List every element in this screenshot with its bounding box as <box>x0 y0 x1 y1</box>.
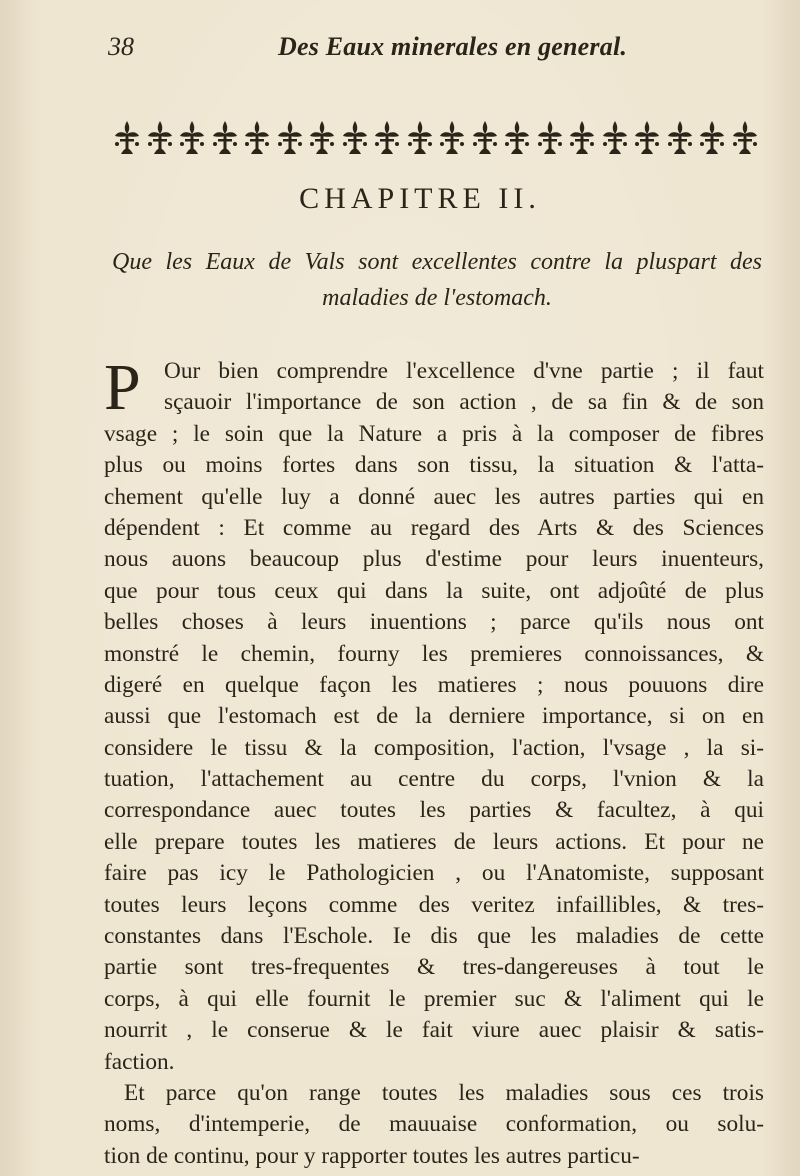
chapter-heading: CHAPITRE II. <box>299 182 541 215</box>
fleur-ornament-icon <box>502 119 532 160</box>
body-text <box>104 351 764 1172</box>
text-line: constantes dans l'Eschole. Ie dis que les maladies de cette <box>104 923 764 950</box>
fleur-ornament-icon <box>242 119 272 160</box>
fleur-ornament-icon <box>112 119 142 160</box>
fleur-ornament-icon <box>632 119 662 160</box>
chapter-title-line-2: maladies de l'estomach. <box>322 285 552 311</box>
text-line: toutes leurs leçons comme des veritez infaillibles, & tres- <box>104 891 764 918</box>
fleur-ornament-icon <box>730 119 760 160</box>
fleur-ornament-icon <box>697 119 727 160</box>
text-line: vsage ; le soin que la Nature a pris à la composer de fibres <box>104 420 764 447</box>
text-line: sçauoir l'importance de son action , de sa fin & de son <box>164 389 764 416</box>
text-line: correspondance auec toutes les parties & facultez, à qui <box>104 797 764 824</box>
running-head <box>108 32 728 68</box>
text-line: que pour tous ceux qui dans la suite, ont adjoûté de plus <box>104 577 764 604</box>
fleur-ornament-icon <box>437 119 467 160</box>
text-line: nous auons beaucoup plus d'estime pour leurs inuenteurs, <box>104 546 764 573</box>
text-line: plus ou moins fortes dans son tissu, la situation & l'atta- <box>104 452 764 479</box>
fleur-ornament-icon <box>177 119 207 160</box>
fleur-ornament-icon <box>600 119 630 160</box>
fleur-ornament-icon <box>340 119 370 160</box>
text-line: chement qu'elle luy a donné auec les autres parties qui en <box>104 483 764 510</box>
chapter-title <box>112 244 762 316</box>
text-line: noms, d'intemperie, de mauuaise conformation, ou solu- <box>104 1111 764 1138</box>
text-line: belles choses à leurs inuentions ; parce qu'ils nous ont <box>104 609 764 636</box>
text-line: monstré le chemin, fourny les premieres connoissances, & <box>104 640 764 667</box>
text-line: aussi que l'estomach est de la derniere importance, si on en <box>104 703 764 730</box>
text-line: Our bien comprendre l'excellence d'vne partie ; il faut <box>164 358 764 384</box>
text-line: nourrit , le conserue & le fait viure auec plaisir & satis- <box>104 1017 764 1044</box>
text-line: dépendent : Et comme au regard des Arts & des Sciences <box>104 514 764 541</box>
fleur-ornament-icon <box>372 119 402 160</box>
dropcap-initial: P <box>104 351 141 424</box>
fleur-ornament-icon <box>210 119 240 160</box>
text-line: digeré en quelque façon les matieres ; nous pouuons dire <box>104 671 764 698</box>
text-line: Et parce qu'on range toutes les maladies sous ces trois <box>124 1079 764 1106</box>
text-line: considere le tissu & la composition, l'action, l'vsage , la si- <box>104 734 764 761</box>
page-number: 38 <box>108 32 134 61</box>
text-line: faction. <box>104 1048 175 1075</box>
ornament-band <box>112 118 760 160</box>
text-line: corps, à qui elle fournit le premier suc & l'aliment qui le <box>104 985 764 1012</box>
fleur-ornament-icon <box>470 119 500 160</box>
text-line: elle prepare toutes les matieres de leurs actions. Et pour ne <box>104 828 764 855</box>
running-title: Des Eaux minerales en general. <box>278 32 628 61</box>
body-lines <box>104 351 764 1172</box>
text-line: partie sont tres-frequentes & tres-dangereuses à tout le <box>104 954 764 981</box>
fleur-ornament-icon <box>405 119 435 160</box>
fleur-ornament-icon <box>535 119 565 160</box>
fleur-ornament-icon <box>567 119 597 160</box>
fleur-ornament-icon <box>307 119 337 160</box>
fleur-ornament-icon <box>275 119 305 160</box>
text-line: faire pas icy le Pathologicien , ou l'Anatomiste, supposant <box>104 860 764 887</box>
text-line: tion de continu, pour y rapporter toutes les autres particu- <box>104 1142 640 1169</box>
chapter-title-line-1: Que les Eaux de Vals sont excellentes contre la pluspart des <box>112 249 762 275</box>
text-line: tuation, l'attachement au centre du corps, l'vnion & la <box>104 766 764 793</box>
fleur-ornament-icon <box>145 119 175 160</box>
fleur-ornament-icon <box>665 119 695 160</box>
